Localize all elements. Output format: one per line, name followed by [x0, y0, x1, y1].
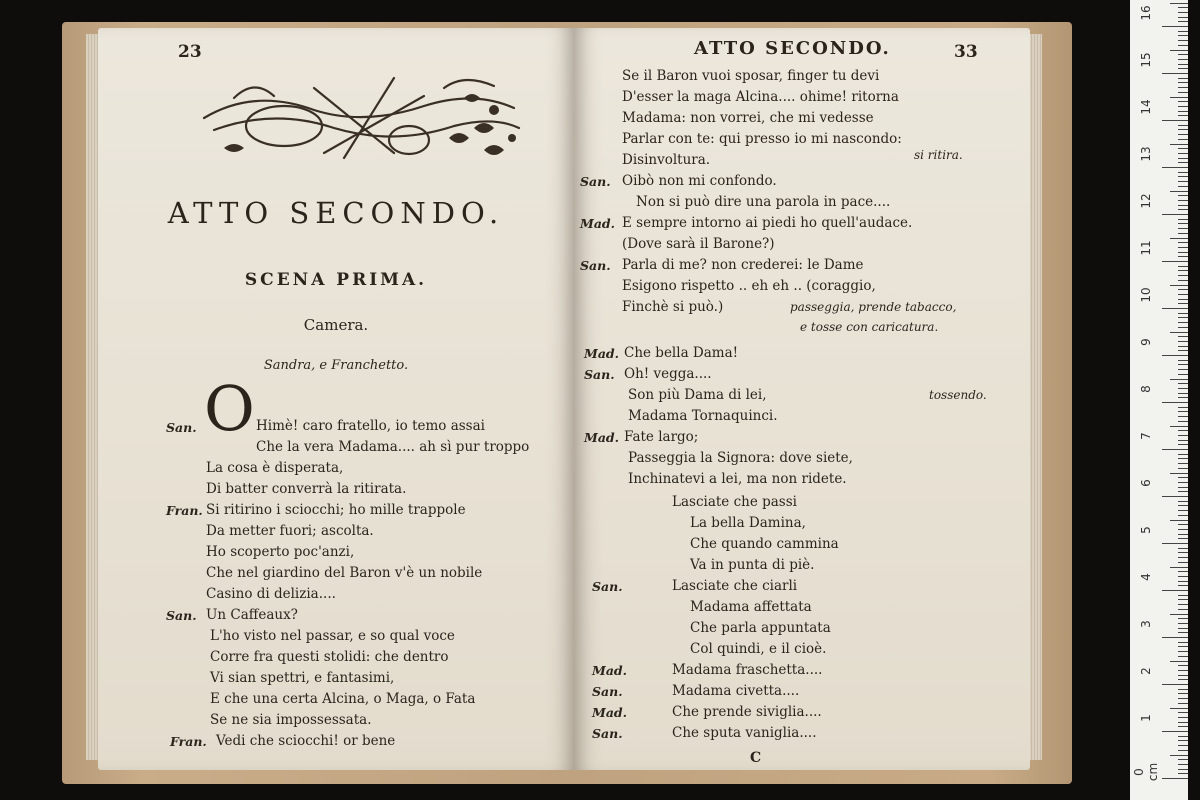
ruler-label: 5: [1139, 526, 1153, 534]
ruler-tick: [1178, 411, 1188, 412]
ruler-tick: [1178, 82, 1188, 83]
verse-line: Ho scoperto poc'anzi,: [206, 544, 355, 560]
verse-line: Che la vera Madama.... ah sì pur troppo: [256, 439, 530, 455]
speaker-label: Mad.: [584, 430, 620, 445]
verse-line: Parla di me? non crederei: le Dame: [622, 257, 864, 273]
ruler-tick: [1178, 336, 1188, 337]
ruler-tick: [1178, 722, 1188, 723]
ruler-tick: [1178, 764, 1188, 765]
ruler-label: 8: [1139, 385, 1153, 393]
ruler-label: 1: [1139, 714, 1153, 722]
ruler-label: 4: [1139, 573, 1153, 581]
ruler-tick: [1178, 529, 1188, 530]
ruler-tick: [1170, 3, 1188, 4]
ruler-tick: [1178, 54, 1188, 55]
ruler-tick: [1178, 162, 1188, 163]
left-page-number: 23: [178, 42, 202, 62]
ruler-tick: [1170, 97, 1188, 98]
verse-line: Passeggia la Signora: dove siete,: [628, 450, 853, 466]
engraved-ornament-icon: [194, 68, 524, 168]
verse-line: Son più Dama di lei,: [628, 387, 767, 403]
ruler-tick: [1162, 355, 1188, 356]
ruler-tick: [1178, 266, 1188, 267]
speaker-label: San.: [580, 174, 611, 189]
ruler-tick: [1178, 468, 1188, 469]
verse-line: Inchinatevi a lei, ma non ridete.: [628, 471, 847, 487]
ruler-tick: [1178, 510, 1188, 511]
ruler-tick: [1178, 106, 1188, 107]
ruler-tick: [1178, 585, 1188, 586]
ruler-label: 16: [1139, 5, 1153, 21]
verse-line: Madama fraschetta....: [672, 662, 823, 678]
drop-cap: O: [204, 372, 255, 445]
ruler-tick: [1178, 665, 1188, 666]
ruler-tick: [1178, 115, 1188, 116]
verse-line: Oh! vegga....: [624, 366, 712, 382]
right-page-number: 33: [954, 42, 978, 62]
verse-line: Oibò non mi confondo.: [622, 173, 777, 189]
ruler-tick: [1162, 684, 1188, 685]
verse-line: Madama Tornaquinci.: [628, 408, 778, 424]
ruler-tick: [1170, 285, 1188, 286]
ruler-tick: [1178, 383, 1188, 384]
verse-line: Di batter converrà la ritirata.: [206, 481, 407, 497]
ruler-tick: [1178, 200, 1188, 201]
ruler-tick: [1178, 111, 1188, 112]
ruler-tick: [1178, 538, 1188, 539]
verse-line: Lasciate che passi: [672, 494, 797, 510]
ruler-tick: [1178, 256, 1188, 257]
stage-direction: tossendo.: [929, 388, 987, 402]
ruler-tick: [1178, 172, 1188, 173]
ruler-tick: [1178, 454, 1188, 455]
ruler-tick: [1178, 651, 1188, 652]
verse-line: Che parla appuntata: [690, 620, 831, 636]
ruler-tick: [1178, 703, 1188, 704]
right-page: [574, 28, 1030, 770]
ruler-tick: [1162, 731, 1188, 732]
speaker-label: Mad.: [584, 346, 620, 361]
ruler-tick: [1178, 209, 1188, 210]
ruler-tick: [1178, 675, 1188, 676]
catchword: C: [750, 750, 762, 766]
ruler-tick: [1178, 581, 1188, 582]
ruler-tick: [1162, 308, 1188, 309]
ruler-tick: [1178, 435, 1188, 436]
ruler-tick: [1162, 778, 1188, 779]
ruler-tick: [1178, 501, 1188, 502]
ruler-tick: [1178, 195, 1188, 196]
ruler-tick: [1178, 773, 1188, 774]
ruler-tick: [1178, 275, 1188, 276]
verse-line: Col quindi, e il cioè.: [690, 641, 827, 657]
ruler-tick: [1162, 543, 1188, 544]
ruler-tick: [1178, 421, 1188, 422]
ruler-tick: [1178, 129, 1188, 130]
ruler-tick: [1170, 191, 1188, 192]
ruler-tick: [1178, 416, 1188, 417]
ruler-tick: [1162, 120, 1188, 121]
ruler-tick: [1178, 364, 1188, 365]
verse-line: La bella Damina,: [690, 515, 806, 531]
ruler-tick: [1178, 158, 1188, 159]
speaker-label: Fran.: [170, 734, 207, 749]
verse-line: Madama civetta....: [672, 683, 800, 699]
ruler-tick: [1178, 92, 1188, 93]
ruler-tick: [1162, 167, 1188, 168]
ruler-tick: [1162, 637, 1188, 638]
ruler-tick: [1178, 759, 1188, 760]
speaker-label: San.: [584, 367, 615, 382]
ruler-tick: [1178, 186, 1188, 187]
ruler-tick: [1178, 327, 1188, 328]
speaker-label: San.: [580, 258, 611, 273]
ruler-tick: [1178, 45, 1188, 46]
ruler-tick: [1162, 261, 1188, 262]
verse-line: Fate largo;: [624, 429, 699, 445]
ruler-tick: [1178, 153, 1188, 154]
ruler-tick: [1178, 618, 1188, 619]
ruler-tick: [1178, 717, 1188, 718]
verse-line: Vi sian spettri, e fantasimi,: [210, 670, 395, 686]
ruler-tick: [1178, 205, 1188, 206]
verse-line: Finchè si può.): [622, 299, 724, 315]
verse-line: Disinvoltura.: [622, 152, 711, 168]
ruler-label: 15: [1139, 52, 1153, 68]
ruler-tick: [1178, 252, 1188, 253]
verse-line: La cosa è disperata,: [206, 460, 344, 476]
ruler-label: 7: [1139, 432, 1153, 440]
verse-line: Vedi che sciocchi! or bene: [216, 733, 396, 749]
speaker-label: San.: [592, 579, 623, 594]
ruler-tick: [1178, 35, 1188, 36]
ruler-tick: [1178, 228, 1188, 229]
ruler-tick: [1170, 661, 1188, 662]
page-edges-right: [1028, 34, 1042, 760]
ruler-tick: [1178, 604, 1188, 605]
ruler-tick: [1162, 402, 1188, 403]
ruler-tick: [1178, 487, 1188, 488]
verse-line: Che nel giardino del Baron v'è un nobile: [206, 565, 483, 581]
ruler-tick: [1178, 769, 1188, 770]
ruler-tick: [1178, 317, 1188, 318]
ruler-tick: [1178, 609, 1188, 610]
ruler-tick: [1162, 449, 1188, 450]
ruler-tick: [1178, 299, 1188, 300]
ruler-tick: [1178, 482, 1188, 483]
ruler-tick: [1178, 17, 1188, 18]
verse-line: Parlar con te: qui presso io mi nascondo:: [622, 131, 902, 147]
ruler-tick: [1178, 313, 1188, 314]
ruler-tick: [1178, 571, 1188, 572]
verse-line: Che bella Dama!: [624, 345, 739, 361]
ruler-tick: [1178, 78, 1188, 79]
ruler-tick: [1178, 642, 1188, 643]
ruler-tick: [1178, 463, 1188, 464]
speaker-label: Mad.: [592, 663, 628, 678]
speaker-label: Fran.: [166, 503, 203, 518]
ruler-tick: [1170, 238, 1188, 239]
speaker-label: San.: [592, 726, 623, 741]
ruler-tick: [1162, 214, 1188, 215]
ruler-tick: [1178, 360, 1188, 361]
ruler-label: 12: [1139, 193, 1153, 209]
ruler-tick: [1170, 567, 1188, 568]
verse-line: Che sputa vaniglia....: [672, 725, 817, 741]
ruler-tick: [1178, 407, 1188, 408]
ruler-tick: [1178, 726, 1188, 727]
ruler-tick: [1178, 693, 1188, 694]
ruler-tick: [1178, 491, 1188, 492]
verse-line: Madama: non vorrei, che mi vedesse: [622, 110, 874, 126]
ruler-tick: [1170, 332, 1188, 333]
ruler-tick: [1178, 712, 1188, 713]
ruler-label: 14: [1139, 99, 1153, 115]
ruler-tick: [1178, 303, 1188, 304]
verse-line: Se il Baron vuoi sposar, finger tu devi: [622, 68, 880, 84]
ruler-tick: [1178, 628, 1188, 629]
ruler-tick: [1178, 458, 1188, 459]
ruler-tick: [1178, 599, 1188, 600]
ruler-tick: [1178, 346, 1188, 347]
ruler-tick: [1170, 426, 1188, 427]
ruler-tick: [1178, 59, 1188, 60]
ruler-tick: [1178, 294, 1188, 295]
ruler-tick: [1170, 520, 1188, 521]
ruler-label: 9: [1139, 338, 1153, 346]
ruler-tick: [1178, 233, 1188, 234]
ruler-label: 0 cm: [1132, 762, 1160, 782]
verse-line: Casino di delizia....: [206, 586, 336, 602]
verse-line: Un Caffeaux?: [206, 607, 298, 623]
ruler-tick: [1178, 656, 1188, 657]
ruler-tick: [1170, 708, 1188, 709]
ruler-tick: [1178, 515, 1188, 516]
ruler-tick: [1178, 524, 1188, 525]
ruler-tick: [1178, 698, 1188, 699]
ruler-tick: [1178, 270, 1188, 271]
ruler-tick: [1178, 181, 1188, 182]
speaker-label: Mad.: [592, 705, 628, 720]
ruler-tick: [1178, 397, 1188, 398]
speaker-label: San.: [166, 608, 197, 623]
ruler-tick: [1170, 614, 1188, 615]
ruler-tick: [1178, 505, 1188, 506]
verse-line: D'esser la maga Alcina.... ohime! ritorna: [622, 89, 899, 105]
verse-line: Non si può dire una parola in pace....: [636, 194, 891, 210]
ruler-tick: [1178, 576, 1188, 577]
ruler-tick: [1178, 632, 1188, 633]
ruler-tick: [1178, 750, 1188, 751]
ruler-label: 6: [1139, 479, 1153, 487]
ruler-tick: [1178, 562, 1188, 563]
ruler-tick: [1178, 430, 1188, 431]
ruler-tick: [1178, 388, 1188, 389]
ruler-tick: [1178, 7, 1188, 8]
ruler-tick: [1170, 473, 1188, 474]
scene-setting: Camera.: [303, 316, 369, 334]
stage-direction: passeggia, prende tabacco,: [790, 300, 957, 314]
ruler-tick: [1170, 144, 1188, 145]
verse-line: Che prende siviglia....: [672, 704, 822, 720]
ruler-tick: [1178, 670, 1188, 671]
ruler-tick: [1178, 101, 1188, 102]
ruler-tick: [1178, 689, 1188, 690]
ruler-tick: [1178, 134, 1188, 135]
verse-line: Da metter fuori; ascolta.: [206, 523, 374, 539]
ruler-tick: [1178, 595, 1188, 596]
ruler-tick: [1178, 623, 1188, 624]
verse-line: Che quando cammina: [690, 536, 839, 552]
ruler-tick: [1178, 21, 1188, 22]
ruler-label: 11: [1139, 240, 1153, 256]
ruler-tick: [1178, 219, 1188, 220]
ruler-tick: [1178, 223, 1188, 224]
ruler-tick: [1170, 379, 1188, 380]
verse-line: E sempre intorno ai piedi ho quell'audace.: [622, 215, 913, 231]
ruler-tick: [1178, 440, 1188, 441]
ruler-tick: [1178, 444, 1188, 445]
ruler-tick: [1178, 745, 1188, 746]
ruler-tick: [1178, 289, 1188, 290]
ruler-tick: [1178, 393, 1188, 394]
ruler-tick: [1178, 31, 1188, 32]
ruler-tick: [1178, 139, 1188, 140]
ruler-tick: [1162, 26, 1188, 27]
ruler-tick: [1162, 496, 1188, 497]
ruler-tick: [1178, 557, 1188, 558]
ruler-tick: [1178, 736, 1188, 737]
ruler-tick: [1178, 646, 1188, 647]
ruler-tick: [1178, 679, 1188, 680]
ruler-tick: [1178, 341, 1188, 342]
ruler-tick: [1178, 242, 1188, 243]
verse-line: Madama affettata: [690, 599, 812, 615]
ruler-tick: [1170, 755, 1188, 756]
verse-line: (Dove sarà il Barone?): [622, 236, 775, 252]
measurement-ruler: [1130, 0, 1188, 800]
ruler-tick: [1170, 50, 1188, 51]
ruler-tick: [1178, 350, 1188, 351]
left-page: [98, 28, 574, 770]
ruler-tick: [1178, 280, 1188, 281]
ruler-tick: [1178, 64, 1188, 65]
ruler-tick: [1178, 322, 1188, 323]
ruler-tick: [1178, 12, 1188, 13]
verse-line: E che una certa Alcina, o Maga, o Fata: [210, 691, 476, 707]
running-head: ATTO SECONDO.: [694, 38, 891, 59]
ruler-tick: [1178, 477, 1188, 478]
ruler-tick: [1162, 590, 1188, 591]
speaker-label: Mad.: [580, 216, 616, 231]
ruler-label: 3: [1139, 620, 1153, 628]
verse-line: Himè! caro fratello, io temo assai: [256, 418, 485, 434]
ruler-tick: [1178, 176, 1188, 177]
stage-direction: e tosse con caricatura.: [800, 320, 939, 334]
verse-line: Corre fra questi stolidi: che dentro: [210, 649, 449, 665]
verse-line: Si ritirino i sciocchi; ho mille trappole: [206, 502, 466, 518]
verse-line: Va in punta di piè.: [690, 557, 815, 573]
act-title: ATTO SECONDO.: [167, 196, 505, 230]
speaker-label: San.: [166, 420, 197, 435]
ruler-label: 13: [1139, 146, 1153, 162]
scene-characters: Sandra, e Franchetto.: [263, 358, 409, 373]
ruler-tick: [1178, 247, 1188, 248]
ruler-tick: [1178, 369, 1188, 370]
verse-line: L'ho visto nel passar, e so qual voce: [210, 628, 455, 644]
ruler-tick: [1178, 548, 1188, 549]
ruler-tick: [1178, 552, 1188, 553]
scene-title: SCENA PRIMA.: [244, 270, 428, 290]
ruler-label: 2: [1139, 667, 1153, 675]
ruler-label: 10: [1139, 287, 1153, 303]
ruler-tick: [1178, 740, 1188, 741]
ruler-tick: [1178, 125, 1188, 126]
verse-line: Se ne sia impossessata.: [210, 712, 372, 728]
ruler-tick: [1162, 73, 1188, 74]
ruler-tick: [1178, 148, 1188, 149]
ruler-tick: [1178, 374, 1188, 375]
ruler-tick: [1178, 534, 1188, 535]
verse-line: Esigono rispetto .. eh eh .. (coraggio,: [622, 278, 876, 294]
speaker-label: San.: [592, 684, 623, 699]
stage-direction: si ritira.: [914, 148, 963, 162]
ruler-tick: [1178, 40, 1188, 41]
ruler-tick: [1178, 68, 1188, 69]
ruler-tick: [1178, 87, 1188, 88]
verse-line: Lasciate che ciarli: [672, 578, 798, 594]
